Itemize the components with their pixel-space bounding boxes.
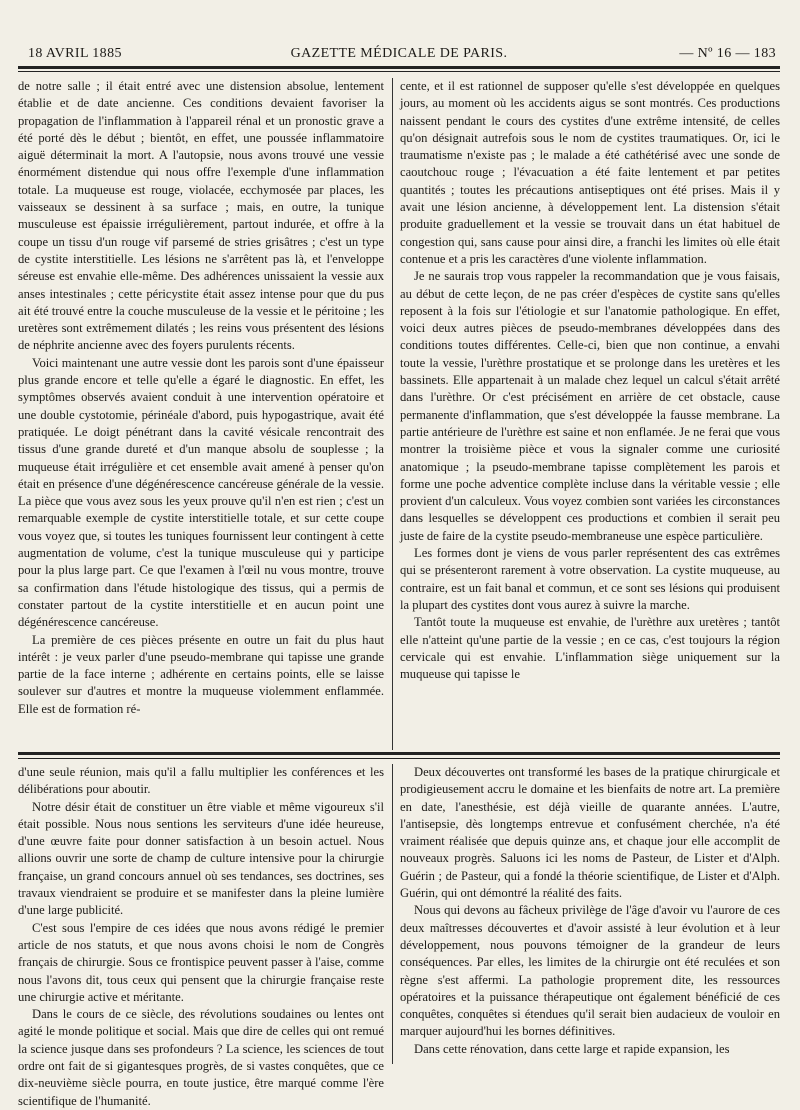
section-rule-thin: [18, 758, 780, 759]
paragraph: d'une seule réunion, mais qu'il a fallu multiplier les conférences et les délibérations pour aboutir.: [18, 765, 384, 797]
paragraph: La première de ces pièces présente en outre un fait du plus haut intérêt : je veux parler d'une pseudo-membrane qui tapisse une grande partie de la face interne ; adhérente en certains points, elle se laisse soulever sur d'autres et montre la muqueuse violemment enflammée. Elle est de formation ré-: [18, 632, 384, 716]
paragraph: Voici maintenant une autre vessie dont les parois sont d'une épaisseur plus grande encore et telle qu'elle a égaré le diagnostic. En effet, les symptômes observés avaient conduit à une intervention opératoire et une double cystotomie, périnéale d'abord, puis hypogastrique, avait été pratiquée. Le doigt pénétrant dans la cavité vésicale rencontrait des tissus d'une grande dureté et d'un manque absolu de souplesse ; la muqueuse était irrégulière et cet ensemble avait amené à penser qu'on était en présence d'une dégénérescence cancéreuse générale de la vessie. La pièce que vous avez sous les yeux prouve qu'il n'en est rien ; c'est un remarquable exemple de cystite interstitielle totale, et sur cette coupe vous voyez que, si toutes les tuniques fournissent leur contingent à cette augmentation de volume, c'est la tunique musculeuse qui y participe pour la plus large part. Ce que l'examen à l'œil nu vous montre, trouve sa confirmation dans l'étude histologique des tissus, qui a permis de constater partout de la cystite interstitielle et en aucun point une dégénérescence cancéreuse.: [18, 355, 384, 630]
paragraph: cente, et il est rationnel de supposer qu'elle s'est développée en quelques jours, au moment où les accidents aigus se sont montrés. Ces productions naissent pendant le cours des cystites d'une extrême intensité, de celles qu'on désignait autrefois sous le nom de cystites traumatiques. Or, ici le traumatisme n'existe pas ; le malade a été cathétérisé avec une sonde de caoutchouc rouge ; l'évacuation a été faite lentement et par petites quantités ; toutes les précautions antiseptiques ont été prises. Mais il y avait une lésion ancienne, à développement lent. La distension s'était produite graduellement et la vessie se trouvait dans un état habituel de congestion qui, sans cause pour ainsi dire, a franchi les limites où elle était contenue et a pris les caractères d'une violente inflammation.: [400, 79, 780, 266]
paragraph: Notre désir était de constituer un être viable et même vigoureux s'il était possible. Nous nous sentions les serviteurs d'une idée heureuse, d'une œuvre faite pour donner satisfaction à un besoin actuel. Nous allions ouvrir une sorte de champ de culture intensive pour la chirurgie française, un grand concours annuel où ses tendances, ses doctrines, ses travaux viendraient se produire et se manifester dans la pleine lumière d'une large publicité.: [18, 799, 384, 918]
top-left-column: [18, 78, 384, 750]
page-number: — Nº 16 — 183: [679, 46, 776, 61]
journal-title: GAZETTE MÉDICALE DE PARIS.: [290, 46, 508, 61]
page-header: [18, 44, 780, 66]
paragraph: Les formes dont je viens de vous parler représentent des cas extrêmes qui se présenteront rarement à votre observation. La cystite muqueuse, au contraire, est un fait banal et commun, et ce sont ses lésions qui produisent la plupart des cystites dont vous aurez à suivre la marche.: [400, 546, 780, 612]
header-rule: [18, 66, 780, 69]
bottom-right-column: [400, 764, 780, 1064]
paragraph: Dans cette rénovation, dans cette large et rapide expansion, les: [414, 1041, 730, 1056]
paragraph: Je ne saurais trop vous rappeler la recommandation que je vous faisais, au début de cette leçon, de ne pas créer d'espèces de cystite sans qu'elles reposent à la fois sur l'étiologie et sur l'anatomie pathologique. En effet, voici deux autres pièces de pseudo-membranes développées dans des conditions toutes différentes. Celle-ci, bien que non continue, a envahi toute la vessie, l'urèthre prostatique et se prolonge dans les uretères et les bassinets. Elle appartenait à un malade chez lequel un calcul s'était arrêté dans l'urèthre. Or c'est précisément en arrière de cet obstacle, cause permanente d'inflammation, que s'est développée la fausse membrane. La partie antérieure de l'urèthre est saine et non enflamée. Je ne ferai que vous montrer la troisième pièce et vous la signaler comme une curiosité anatomique ; la pseudo-membrane tapisse complètement les parois et forme une poche adventice complète incluse dans la véritable vessie ; elle provient d'un calculeux. Vous voyez combien sont variées les circonstances dans lesquelles se développent ces productions et combien il serait peu juste de faire de la cystite pseudo-membraneuse une espèce particulière.: [400, 269, 780, 543]
paragraph: Tantôt toute la muqueuse est envahie, de l'urèthre aux uretères ; tantôt elle n'atteint qu'une partie de la vessie ; en ce cas, c'est toujours la région cervicale qui est envahie. L'inflammation siège uniquement sur la muqueuse qui tapisse le: [400, 615, 780, 682]
top-right-column: [400, 78, 780, 750]
paragraph: Nous qui devons au fâcheux privilège de l'âge d'avoir vu l'aurore de ces deux maîtresses découvertes et d'avoir assisté à leur évolution et à leur développement, nous pouvons témoigner de la grandeur de leurs conséquences. Par elles, les limites de la chirurgie ont été reculées et son règne s'est affermi. La pathologie proprement dite, les ressources opératoires et la puissance thérapeutique ont également bénéficié de ces conquêtes, conquêtes si étendues qu'il serait bien audacieux de vouloir en marquer aujourd'hui les bornes définitives.: [400, 903, 780, 1039]
issue-date: 18 AVRIL 1885: [28, 46, 122, 61]
header-rule-thin: [18, 71, 780, 72]
paragraph: de notre salle ; il était entré avec une distension absolue, lentement établie et de date ancienne. Ces conditions devaient favoriser la propagation de l'inflammation à l'appareil rénal et un pronostic grave a été porté dès le début ; bientôt, en effet, une poussée inflammatoire aiguë déterminait la mort. A l'autopsie, nous avons trouvé une vessie énormément distendue qui nous offre l'exemple d'une inflammation totale. La muqueuse est rouge, violacée, ecchymosée par places, les vaisseaux se dessinent à sa surface ; mais, en outre, la tunique musculeuse est épaissie irrégulièrement, partout indurée, et offre à la coupe un tissu d'un rouge vif parsemé de stries grisâtres ; c'est un type de cystite interstitielle. Les lésions ne s'arrêtent pas là, et l'enveloppe séreuse est envahie elle-même. Des adhérences unissaient la vessie aux anses intestinales ; cette péricystite était assez intense pour que du pus ait été trouvé entre la couche musculeuse de la vessie et le péritoine ; les uretères sont extrêmement dilatés ; les reins vous présentent des lésions de néphrite ancienne avec des foyers purulents récents.: [18, 79, 384, 353]
paragraph: Dans le cours de ce siècle, des révolutions soudaines ou lentes ont agité le monde politique et social. Mais que dire de celles qui ont remué la science jusque dans ses profondeurs ? La science, les sciences de tout ordre ont fait de si gigantesques progrès, de si vastes conquêtes, que ce dix-neuvième siècle pourra, en toute justice, être marqué comme l'ère scientifique de l'humanité.: [18, 1007, 384, 1108]
paragraph: Deux découvertes ont transformé les bases de la pratique chirurgicale et prodigieusement accru le domaine et les bienfaits de notre art. La première en date, l'anesthésie, est déjà vieille de quarante années. L'autre, l'antisepsie, dès longtemps entrevue et confusément cherchée, n'a été vraiment réalisée que depuis quinze ans, et chaque jour elle accomplit de nouveaux progrès. Saluons ici les noms de Pasteur, de Lister et d'Alph. Guérin ; de Pasteur, qui a fondé la théorie scientifique, de Lister et d'Alph. Guérin, qui ont démontré la réalité des faits.: [400, 765, 780, 901]
section-rule: [18, 752, 780, 755]
column-divider: [392, 764, 393, 1064]
paragraph: C'est sous l'empire de ces idées que nous avons rédigé le premier article de nos statuts, et que nous avons choisi le nom de Congrès français de chirurgie. Sous ce frontispice peuvent passer à l'aise, comme nous l'avons dit, tous ceux qui pensent que la chirurgie française reste une chirurgie active et méritante.: [18, 920, 384, 1004]
column-divider: [392, 78, 393, 750]
bottom-left-column: [18, 764, 384, 1108]
